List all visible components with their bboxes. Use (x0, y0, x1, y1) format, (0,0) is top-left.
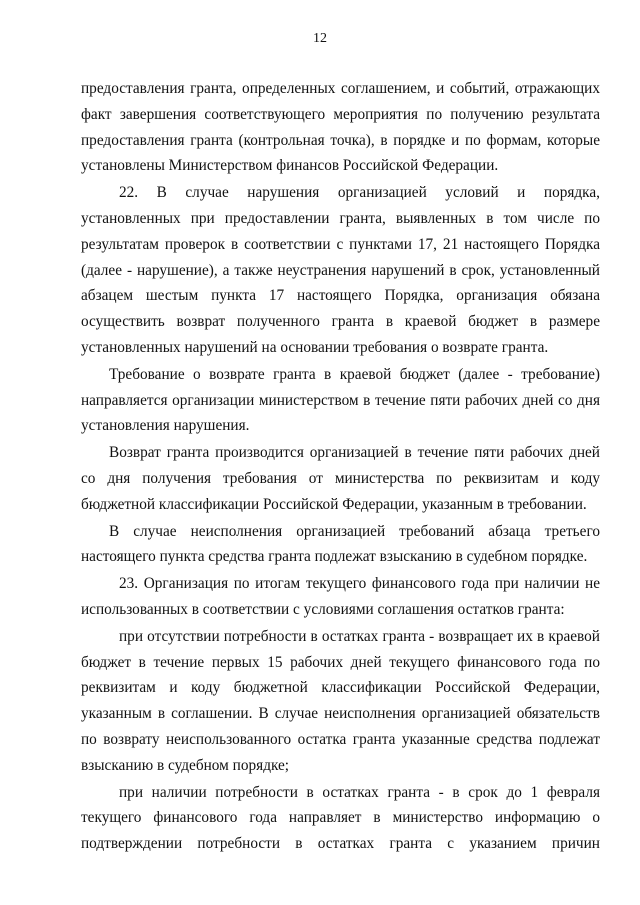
paragraph-court-recovery: В случае неисполнения организацией требований абзаца третьего настоящего пункта средства гранта подлежат взысканию в судебном порядке. (81, 522, 600, 566)
paragraph-need-remainder: при наличии потребности в остатках гранта - в срок до 1 февраля текущего финансового года направляет в министерство информацию о подтверждении потребности в остатках гранта с указанием причин (81, 783, 600, 853)
page-number: 12 (313, 31, 327, 46)
paragraph-continuation: предоставления гранта, определенных соглашением, и событий, отражающих факт завершения соответствующего мероприятия по получению результата предоставления гранта (контрольная точка), в порядке и по формам, которые установлены Министерством финансов Российской Федерации. (81, 80, 600, 175)
paragraph-clause-22: 22. В случае нарушения организацией условий и порядка, установленных при предоставлении гранта, выявленных в том числе по результатам проверок в соответствии с пунктами 17, 21 настоящего Порядка (далее - нарушение), а также неустранения нарушений в срок, установленный абзацем шестым пункта 17 настоящего Порядка, организация обязана осуществить возврат полученного гранта в краевой бюджет в размере установленных нарушений на основании требования о возврате гранта. (81, 184, 600, 356)
document-body (81, 76, 600, 857)
paragraph-no-need-remainder: при отсутствии потребности в остатках гранта - возвращает их в краевой бюджет в течение первых 15 рабочих дней текущего финансового года по реквизитам и коду бюджетной классификации Российской Федерации, указанным в соглашении. В случае неисполнения организацией обязательств по возврату неиспользованного остатка гранта указанные средства подлежат взысканию в судебном порядке; (81, 627, 600, 774)
paragraph-refund-procedure: Возврат гранта производится организацией в течение пяти рабочих дней со дня получения требования от министерства по реквизитам и коду бюджетной классификации Российской Федерации, указанным в требовании. (81, 444, 600, 513)
paragraph-refund-request: Требование о возврате гранта в краевой бюджет (далее - требование) направляется организации министерством в течение пяти рабочих дней со дня установления нарушения. (81, 365, 600, 435)
paragraph-clause-23: 23. Организация по итогам текущего финансового года при наличии не использованных в соответствии с условиями соглашения остатков гранта: (81, 575, 600, 618)
